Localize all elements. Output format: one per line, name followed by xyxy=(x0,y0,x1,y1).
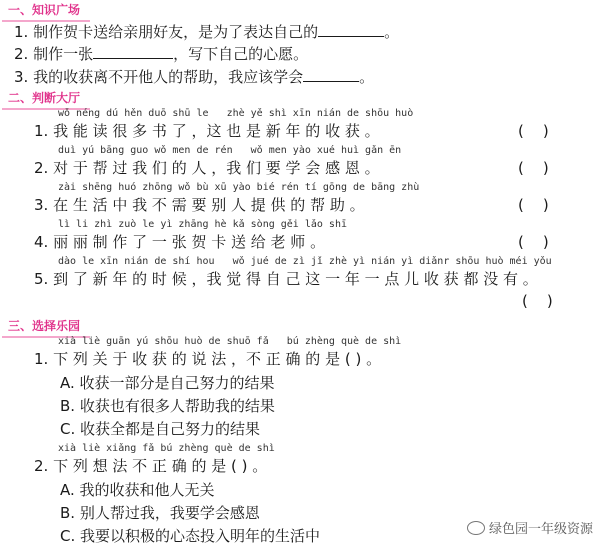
option-a[interactable]: A. 我的收获和他人无关 xyxy=(60,481,215,499)
pinyin-line: dào le xīn nián de shí hou wǒ jué de zì jǐ zhè yì nián yì diǎnr shōu huò méi yǒu xyxy=(58,256,552,267)
pinyin-line: lì li zhì zuò le yì zhāng hè kǎ sòng gěi lǎo shī xyxy=(58,219,347,230)
answer-parens[interactable]: ( ) xyxy=(522,292,553,310)
fill-question-1: 1. 制作贺卡送给亲朋好友，是为了表达自己的 。 xyxy=(14,23,400,41)
option-a[interactable]: A. 收获一部分是自己努力的结果 xyxy=(60,374,275,392)
pinyin-line: xià liè guān yú shōu huò de shuō fǎ bú zhèng què de shì xyxy=(58,336,402,347)
answer-blank[interactable] xyxy=(303,67,359,82)
fill-question-2: 2. 制作一张 ，写下自己的心愿。 xyxy=(14,45,309,63)
section-title-choice: 三、选择乐园 xyxy=(2,316,90,338)
answer-blank[interactable] xyxy=(318,22,384,37)
choice-question-2: 2. 下 列 想 法 不 正 确 的 是 ( ) 。 xyxy=(34,457,268,475)
fill-question-3: 3. 我的收获离不开他人的帮助，我应该学会 。 xyxy=(14,68,375,86)
question-text: 制作贺卡送给亲朋好友，是为了表达自己的 xyxy=(33,23,319,41)
pinyin-line: duì yú bāng guo wǒ men de rén wǒ men yào xué huì gǎn ēn xyxy=(58,145,402,156)
judge-statement-3: 3. 在 生 活 中 我 不 需 要 别 人 提 供 的 帮 助 。 xyxy=(34,196,365,214)
judge-statement-1: 1. 我 能 读 很 多 书 了 ，这 也 是 新 年 的 收 获 。 xyxy=(34,122,380,140)
option-c[interactable]: C. 收获全都是自己努力的结果 xyxy=(60,420,261,438)
pinyin-line: wǒ néng dú hěn duō shū le zhè yě shì xīn nián de shōu huò xyxy=(58,108,414,119)
pinyin-line: zài shēng huó zhōng wǒ bù xū yào bié rén tí gōng de bāng zhù xyxy=(58,182,420,193)
question-text: 我的收获离不开他人的帮助，我应该学会 xyxy=(33,68,304,86)
judge-statement-5: 5. 到 了 新 年 的 时 候 ，我 觉 得 自 己 这 一 年 一 点 儿 收 获 都 没 有 。 xyxy=(34,270,538,288)
question-number: 1. xyxy=(14,23,29,41)
option-c[interactable]: C. 我要以积极的心态投入明年的生活中 xyxy=(60,527,321,545)
pinyin-line: xià liè xiǎng fǎ bú zhèng què de shì xyxy=(58,443,275,454)
option-b[interactable]: B. 收获也有很多人帮助我的结果 xyxy=(60,397,275,415)
question-text: 制作一张 xyxy=(33,45,94,63)
choice-question-1: 1. 下 列 关 于 收 获 的 说 法 ，不 正 确 的 是 ( ) 。 xyxy=(34,350,382,368)
section-title-judgement: 二、判断大厅 xyxy=(2,88,90,110)
watermark xyxy=(467,518,593,537)
judge-statement-2: 2. 对 于 帮 过 我 们 的 人 ，我 们 要 学 会 感 恩 。 xyxy=(34,159,380,177)
answer-parens[interactable]: ( ) xyxy=(518,159,549,177)
wechat-icon xyxy=(467,521,485,535)
answer-blank[interactable] xyxy=(93,44,173,59)
answer-parens[interactable]: ( ) xyxy=(518,196,549,214)
watermark-text: 绿色园一年级资源 xyxy=(488,522,593,537)
answer-parens[interactable]: ( ) xyxy=(518,122,549,140)
question-number: 2. xyxy=(14,45,29,63)
option-b[interactable]: B. 别人帮过我，我要学会感恩 xyxy=(60,504,260,522)
judge-statement-4: 4. 丽 丽 制 作 了 一 张 贺 卡 送 给 老 师 。 xyxy=(34,233,326,251)
section-title-knowledge: 一、知识广场 xyxy=(2,0,90,22)
answer-parens[interactable]: ( ) xyxy=(518,233,549,251)
question-number: 3. xyxy=(14,68,29,86)
